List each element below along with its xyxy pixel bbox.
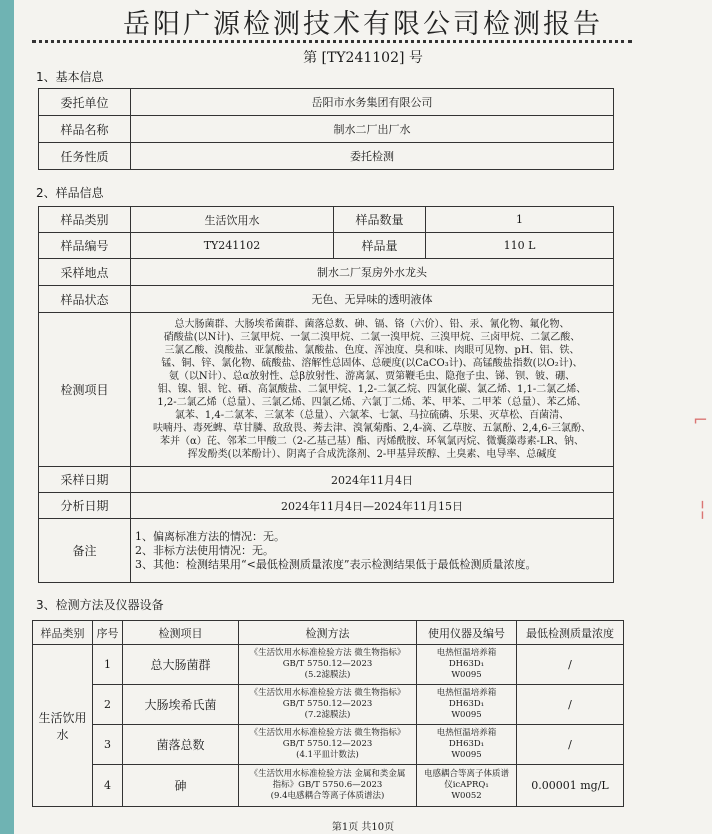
state-label: 样品状态 — [39, 286, 131, 313]
notes-content — [131, 519, 614, 583]
sample-amount-label: 样品量 — [334, 233, 426, 259]
row-method — [239, 725, 417, 765]
test-items-line: 硝酸盐(以N计)、三氯甲烷、一氯二溴甲烷、二氯一溴甲烷、三溴甲烷、三卤甲烷、二氯乙酸、 — [163, 332, 581, 343]
instrument-line: W0095 — [451, 710, 482, 720]
sample-id-value: TY241102 — [131, 233, 334, 259]
state-value: 无色、无异味的透明液体 — [131, 286, 614, 313]
sample-amount-value: 110 L — [426, 233, 614, 259]
location-label: 采样地点 — [39, 259, 131, 286]
sampling-date-value: 2024年11月4日 — [131, 467, 614, 493]
row-limit: / — [517, 685, 624, 725]
sample-type-label: 样品类别 — [39, 207, 131, 233]
row-method — [239, 765, 417, 807]
table-row — [39, 116, 614, 143]
test-items-label: 检测项目 — [39, 313, 131, 467]
section1-heading: 1、基本信息 — [36, 70, 104, 84]
table-row — [39, 233, 614, 259]
table-row — [33, 725, 624, 765]
note-line: 3、其他：检测结果用“<最低检测质量浓度”表示检测结果低于最低检测质量浓度。 — [135, 557, 537, 571]
row-method — [239, 645, 417, 685]
col-header: 最低检测质量浓度 — [517, 621, 624, 645]
title-divider — [32, 40, 632, 43]
analysis-date-label: 分析日期 — [39, 493, 131, 519]
row-no: 1 — [93, 645, 123, 685]
col-header: 使用仪器及编号 — [417, 621, 517, 645]
page-footer: 第1页 共10页 — [331, 822, 395, 833]
table-row — [39, 467, 614, 493]
sample-count-value: 1 — [426, 207, 614, 233]
instrument-line: W0095 — [451, 670, 482, 680]
client-value: 岳阳市水务集团有限公司 — [131, 89, 614, 116]
test-items-line: 呋喃丹、毒死蜱、草甘膦、敌敌畏、莠去津、溴氰菊酯、2,4-滴、乙草胺、五氯酚、2,4,6-三氯酚、 — [152, 423, 592, 434]
row-no: 4 — [93, 765, 123, 807]
row-item: 总大肠菌群 — [123, 645, 239, 685]
table-row — [39, 89, 614, 116]
sample-type-value: 生活饮用水 — [131, 207, 334, 233]
method-line: (7.2滤膜法) — [304, 710, 351, 720]
table-row — [33, 685, 624, 725]
analysis-date-value: 2024年11月4日—2024年11月15日 — [131, 493, 614, 519]
row-no: 2 — [93, 685, 123, 725]
table-row — [33, 645, 624, 685]
table-row — [39, 259, 614, 286]
table-row — [39, 143, 614, 170]
test-items-line: 总大肠菌群、大肠埃希菌群、菌落总数、砷、镉、铬（六价）、铅、汞、氰化物、氟化物、 — [174, 319, 570, 330]
test-items-line: 氯苯、1,4-二氯苯、三氯苯（总量）、六氯苯、七氯、马拉硫磷、乐果、灭草松、百菌清、 — [174, 410, 570, 421]
method-line: 指标》GB/T 5750.6—2023 — [272, 780, 383, 790]
table-row — [39, 313, 614, 467]
instrument-line: 仪icAPRQ₁ — [444, 780, 489, 790]
report-page — [14, 0, 712, 834]
report-title: 岳阳广源检测技术有限公司检测报告 — [123, 9, 603, 40]
task-type-value: 委托检测 — [131, 143, 614, 170]
method-line: GB/T 5750.12—2023 — [282, 659, 373, 669]
method-line: (4.1平皿计数法) — [296, 750, 359, 760]
test-items-list — [131, 313, 614, 467]
instrument-line: W0095 — [451, 750, 482, 760]
sample-count-label: 样品数量 — [334, 207, 426, 233]
test-items-line: 三氯乙酸、溴酸盐、亚氯酸盐、氯酸盐、色度、浑浊度、臭和味、肉眼可见物、pH、铝、铁、 — [164, 345, 580, 356]
table-row — [39, 286, 614, 313]
table-row — [39, 519, 614, 583]
row-limit: / — [517, 645, 624, 685]
section2-heading: 2、样品信息 — [36, 186, 104, 200]
row-item: 砷 — [123, 765, 239, 807]
test-items-line: 锰、铜、锌、氯化物、硫酸盐、溶解性总固体、总硬度(以CaCO₃计)、高锰酸盐指数(以O₂计)、 — [161, 358, 583, 369]
method-line: (5.2滤膜法) — [304, 670, 351, 680]
notes-label: 备注 — [39, 519, 131, 583]
sampling-date-label: 采样日期 — [39, 467, 131, 493]
row-limit: 0.00001 mg/L — [517, 765, 624, 807]
instrument-line: DH63D₁ — [448, 699, 485, 709]
method-table — [32, 620, 624, 807]
test-items-line: 苯并（α）芘、邻苯二甲酸二（2-乙基己基）酯、丙烯酰胺、环氧氯丙烷、微囊藻毒素-LR、钠、 — [159, 436, 585, 447]
sample-info-table — [38, 206, 614, 583]
task-type-label: 任务性质 — [39, 143, 131, 170]
row-item: 菌落总数 — [123, 725, 239, 765]
col-header: 序号 — [93, 621, 123, 645]
note-line: 2、非标方法使用情况：无。 — [135, 543, 274, 557]
method-line: 《生活饮用水标准检验方法 微生物指标》 — [249, 728, 406, 738]
method-line: (9.4电感耦合等离子体质谱法) — [270, 791, 385, 801]
test-items-line: 挥发酚类(以苯酚计）、阴离子合成洗涤剂、2-甲基异莰醇、土臭素、电导率、总碱度 — [187, 449, 557, 460]
report-number: 第 [TY241102] 号 — [303, 50, 423, 66]
note-line: 1、偏离标准方法的情况：无。 — [135, 529, 285, 543]
sample-id-label: 样品编号 — [39, 233, 131, 259]
instrument-line: 电热恒温培养箱 — [436, 728, 497, 738]
basic-info-table — [38, 88, 614, 170]
test-items-line: 钼、镍、银、铊、硒、高氯酸盐、二氯甲烷、1,2-二氯乙烷、四氯化碳、氯乙烯、1,1-二氯乙烯、 — [157, 384, 587, 395]
test-items-line: 1,2-二氯乙烯（总量）、三氯乙烯、四氯乙烯、六氯丁二烯、苯、甲苯、二甲苯（总量）、苯乙烯、 — [157, 397, 587, 408]
instrument-line: 电热恒温培养箱 — [436, 688, 497, 698]
sample-category: 生活饮用水 — [33, 645, 93, 807]
section3-heading: 3、检测方法及仪器设备 — [36, 598, 164, 612]
method-line: GB/T 5750.12—2023 — [282, 699, 373, 709]
location-value: 制水二厂泵房外水龙头 — [131, 259, 614, 286]
method-line: 《生活饮用水标准检验方法 金属和类金属 — [249, 769, 406, 779]
row-no: 3 — [93, 725, 123, 765]
instrument-line: W0052 — [451, 791, 482, 801]
sample-name-label: 样品名称 — [39, 116, 131, 143]
instrument-line: DH63D₁ — [448, 659, 485, 669]
method-line: GB/T 5750.12—2023 — [282, 739, 373, 749]
table-row — [39, 207, 614, 233]
table-header-row — [33, 621, 624, 645]
col-header: 检测项目 — [123, 621, 239, 645]
col-header: 样品类别 — [33, 621, 93, 645]
test-items-line: 氨（以N计）、总α放射性、总β放射性、游离氯、贾第鞭毛虫、隐孢子虫、锑、钡、铍、硼、 — [168, 371, 576, 382]
row-method — [239, 685, 417, 725]
instrument-line: 电感耦合等离子体质谱 — [423, 769, 509, 779]
seal-fragment: ⌐ — [692, 410, 708, 431]
method-line: 《生活饮用水标准检验方法 微生物指标》 — [249, 648, 406, 658]
method-line: 《生活饮用水标准检验方法 微生物指标》 — [249, 688, 406, 698]
col-header: 检测方法 — [239, 621, 417, 645]
seal-fragment: ╎ — [697, 500, 708, 521]
row-instrument — [417, 725, 517, 765]
table-row — [33, 765, 624, 807]
row-instrument — [417, 765, 517, 807]
row-limit: / — [517, 725, 624, 765]
instrument-line: DH63D₁ — [448, 739, 485, 749]
table-row — [39, 493, 614, 519]
row-item: 大肠埃希氏菌 — [123, 685, 239, 725]
row-instrument — [417, 685, 517, 725]
client-label: 委托单位 — [39, 89, 131, 116]
instrument-line: 电热恒温培养箱 — [436, 648, 497, 658]
sample-name-value: 制水二厂出厂水 — [131, 116, 614, 143]
row-instrument — [417, 645, 517, 685]
